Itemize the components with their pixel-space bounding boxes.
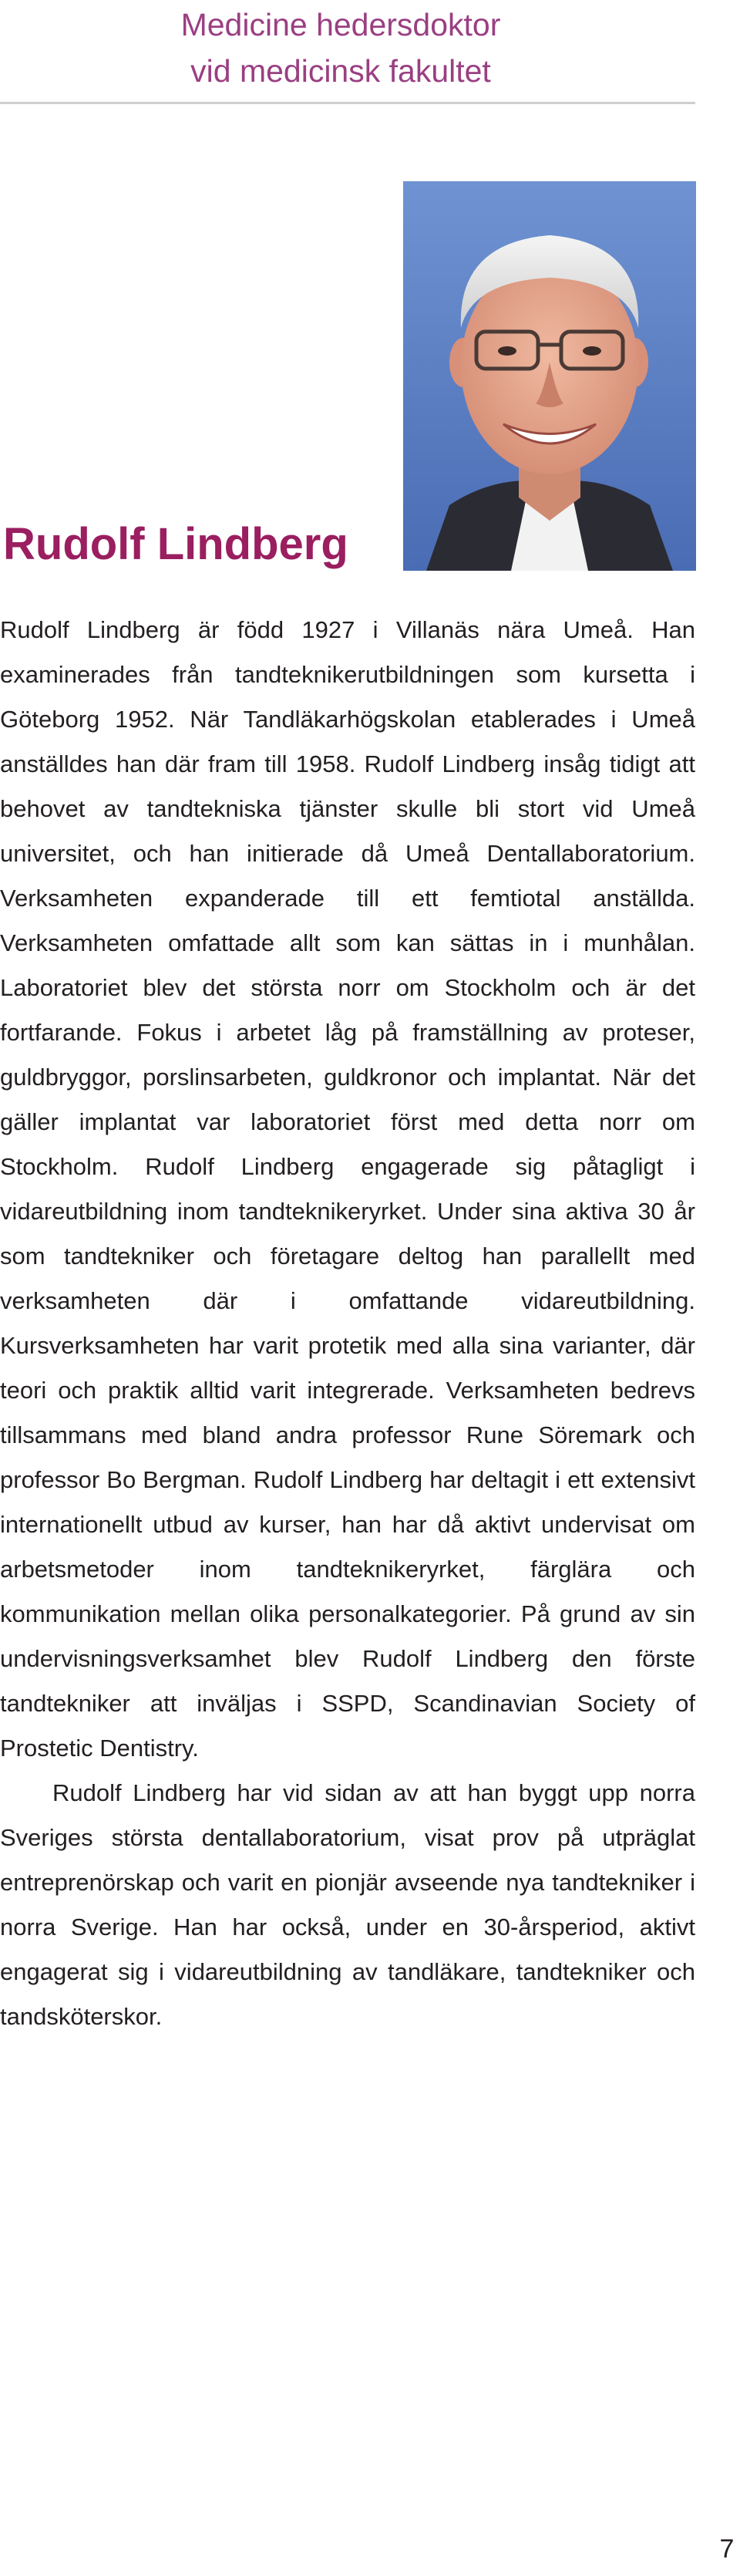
page-number: 7 xyxy=(719,2534,735,2564)
biography-paragraph-2: Rudolf Lindberg har vid sidan av att han byggt upp norra Sveriges största dentallaboratorium, visat prov på utpräglat entreprenörskap och varit en pionjär avseende nya tandtekniker i norra Sverige. Han har också, under en 30-årsperiod, aktivt engagerat sig i vidareutbildning av tandläkare, tandtekniker och tandsköterskor. xyxy=(0,1779,695,2030)
header-divider xyxy=(0,102,695,104)
biography-paragraph-1: Rudolf Lindberg är född 1927 i Villanäs nära Umeå. Han examinerades från tandteknikerutbildningen som kursetta i Göteborg 1952. När Tandläkarhögskolan etablerades i Umeå anställdes han där fram till 1958. Rudolf Lindberg insåg tidigt att behovet av tandtekniska tjänster skulle bli stort vid Umeå universitet, och han initierade då Umeå Dentallaboratorium. Verksamheten expanderade till ett femtiotal anställda. Verksamheten omfattade allt som kan sättas in i munhålan. Laboratoriet blev det största norr om Stockholm och är det fortfarande. Fokus i arbetet låg på framställning av proteser, guldbryggor, porslinsarbeten, guldkronor och implantat. När det gäller implantat var laboratoriet först med detta norr om Stockholm. Rudolf Lindberg engagerade sig påtagligt i vidareutbildning inom tandteknikeryrket. Under sina aktiva 30 år som tandtekniker och företagare deltog han parallellt med verksamheten där i omfattande vidareutbildning. Kursverksamheten har varit protetik med alla sina varianter, där teori och praktik alltid varit integrerade. Verksamheten bedrevs tillsammans med bland andra professor Rune Söremark och professor Bo Bergman. Rudolf Lindberg har deltagit i ett extensivt internationellt utbud av kurser, han har då aktivt undervisat om arbetsmetoder inom tandteknikeryrket, färglära och kommunikation mellan olika personalkategorier. På grund av sin undervisningsverksamhet blev Rudolf Lindberg den förste tandtekniker att inväljas i SSPD, Scandinavian Society of Prostetic Dentistry. xyxy=(0,616,695,1762)
portrait-illustration xyxy=(403,181,696,571)
header-line-2: vid medicinsk fakultet xyxy=(190,53,491,89)
page-header xyxy=(179,2,503,94)
header-line-1: Medicine hedersdoktor xyxy=(180,7,501,42)
person-name: Rudolf Lindberg xyxy=(3,519,348,569)
portrait-photo xyxy=(403,181,696,571)
biography-text xyxy=(0,608,695,2039)
